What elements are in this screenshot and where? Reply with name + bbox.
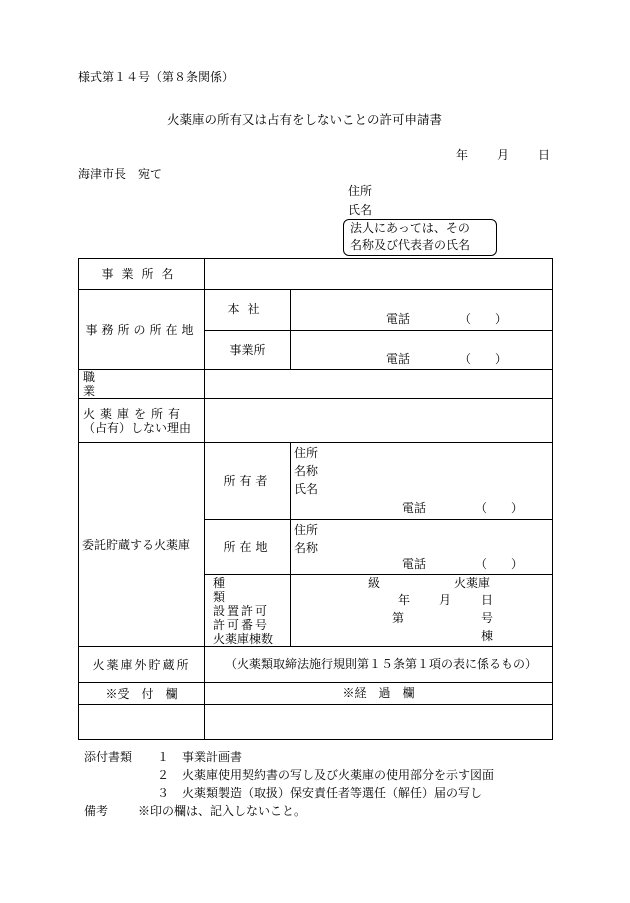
office-location-label: 事務所の所在地 [79,290,205,370]
magazine-details-field[interactable] [291,575,553,647]
application-form-table [78,258,553,740]
install-permit-label: 設置許可 [213,603,270,618]
attachments-label: 添付書類 [84,750,133,764]
reception-field[interactable] [79,705,205,740]
corporate-note-line1: 法人にあっては、その [350,221,470,235]
reception-header: ※受 付 欄 [79,683,205,705]
location-address-label: 住所 [294,523,319,537]
owner-label: 所有者 [205,443,291,520]
attachment-1-text: 事業計画書 [182,750,243,764]
head-office-phone-parens: （ ） [459,312,508,326]
magazine-details-labels [205,575,291,647]
owner-address-label: 住所 [294,446,319,460]
office-name-field[interactable] [205,259,553,290]
permit-number-label: 許可番号 [213,617,270,632]
progress-field[interactable] [205,705,553,740]
building-count-label: 火薬庫棟数 [213,631,274,646]
page-title: 火薬庫の所有又は占有をしないことの許可申請書 [167,112,443,127]
applicant-address-label: 住所 [348,184,373,198]
attachment-3-number: ３ [157,786,170,800]
head-office-label: 本社 [205,290,291,331]
attachment-2-number: ２ [157,768,170,782]
date-year-label: 年 [456,148,469,162]
magazine-location-field[interactable] [291,520,553,575]
magazine-type-label: 火薬庫 [454,576,491,590]
date-day-label: 日 [538,148,551,162]
applicant-name-label: 氏名 [348,203,373,217]
owner-company-label: 名称 [294,464,319,478]
location-company-label: 名称 [294,541,319,555]
form-number: 様式第１４号（第８条関係） [78,70,235,84]
remarks-label: 備考 [84,804,109,818]
branch-office-label: 事業所 [205,331,291,370]
addressee: 海津市長 宛て [78,167,163,181]
permit-day-label: 日 [481,593,494,607]
permit-month-label: 月 [439,593,452,607]
attachment-2-text: 火薬庫使用契約書の写し及び火薬庫の使用部分を示す図面 [182,768,495,782]
location-phone-parens: （ ） [475,557,524,571]
grade-label: 級 [368,576,381,590]
attachment-1-number: １ [157,750,170,764]
reason-label-line1: 火薬庫を所有 [83,406,186,421]
occupation-cell [79,370,205,399]
permit-go-label: 号 [481,611,494,625]
owner-phone-label: 電話 [402,501,427,515]
owner-field[interactable] [291,443,553,520]
reason-field[interactable] [205,399,553,443]
progress-header: ※経 過 欄 [205,683,553,705]
consigned-magazine-label: 委託貯蔵する火薬庫 [79,443,205,647]
occupation-field[interactable] [205,370,553,399]
branch-office-phone-label: 電話 [386,352,411,366]
building-count-unit: 棟 [481,629,494,643]
branch-office-phone-parens: （ ） [459,352,508,366]
reason-label-line2: （占有）しない理由 [83,420,192,435]
outside-storage-note: （火薬類取締法施行規則第１５条第１項の表に係るもの） [225,657,538,671]
owner-name-label: 氏名 [294,482,319,496]
owner-phone-parens: （ ） [475,501,524,515]
corporate-note-line2: 名称及び代表者の氏名 [350,238,471,252]
location-phone-label: 電話 [402,557,427,571]
attachment-3-text: 火薬類製造（取扱）保安責任者等選任（解任）届の写し [182,786,483,800]
occupation-label: 職業 [83,370,178,398]
outside-storage-label: 火薬庫外貯蔵所 [79,647,205,683]
permit-dai-label: 第 [392,611,405,625]
head-office-field[interactable] [291,290,553,331]
office-name-label: 事業所名 [79,259,205,290]
remarks-text: ※印の欄は、記入しないこと。 [138,804,307,818]
magazine-location-label: 所在地 [205,520,291,575]
type-label: 種類 [213,575,256,604]
date-month-label: 月 [497,148,510,162]
branch-office-field[interactable] [291,331,553,370]
outside-storage-field[interactable] [205,647,553,683]
reason-cell [79,399,205,443]
permit-year-label: 年 [398,593,411,607]
head-office-phone-label: 電話 [386,312,411,326]
